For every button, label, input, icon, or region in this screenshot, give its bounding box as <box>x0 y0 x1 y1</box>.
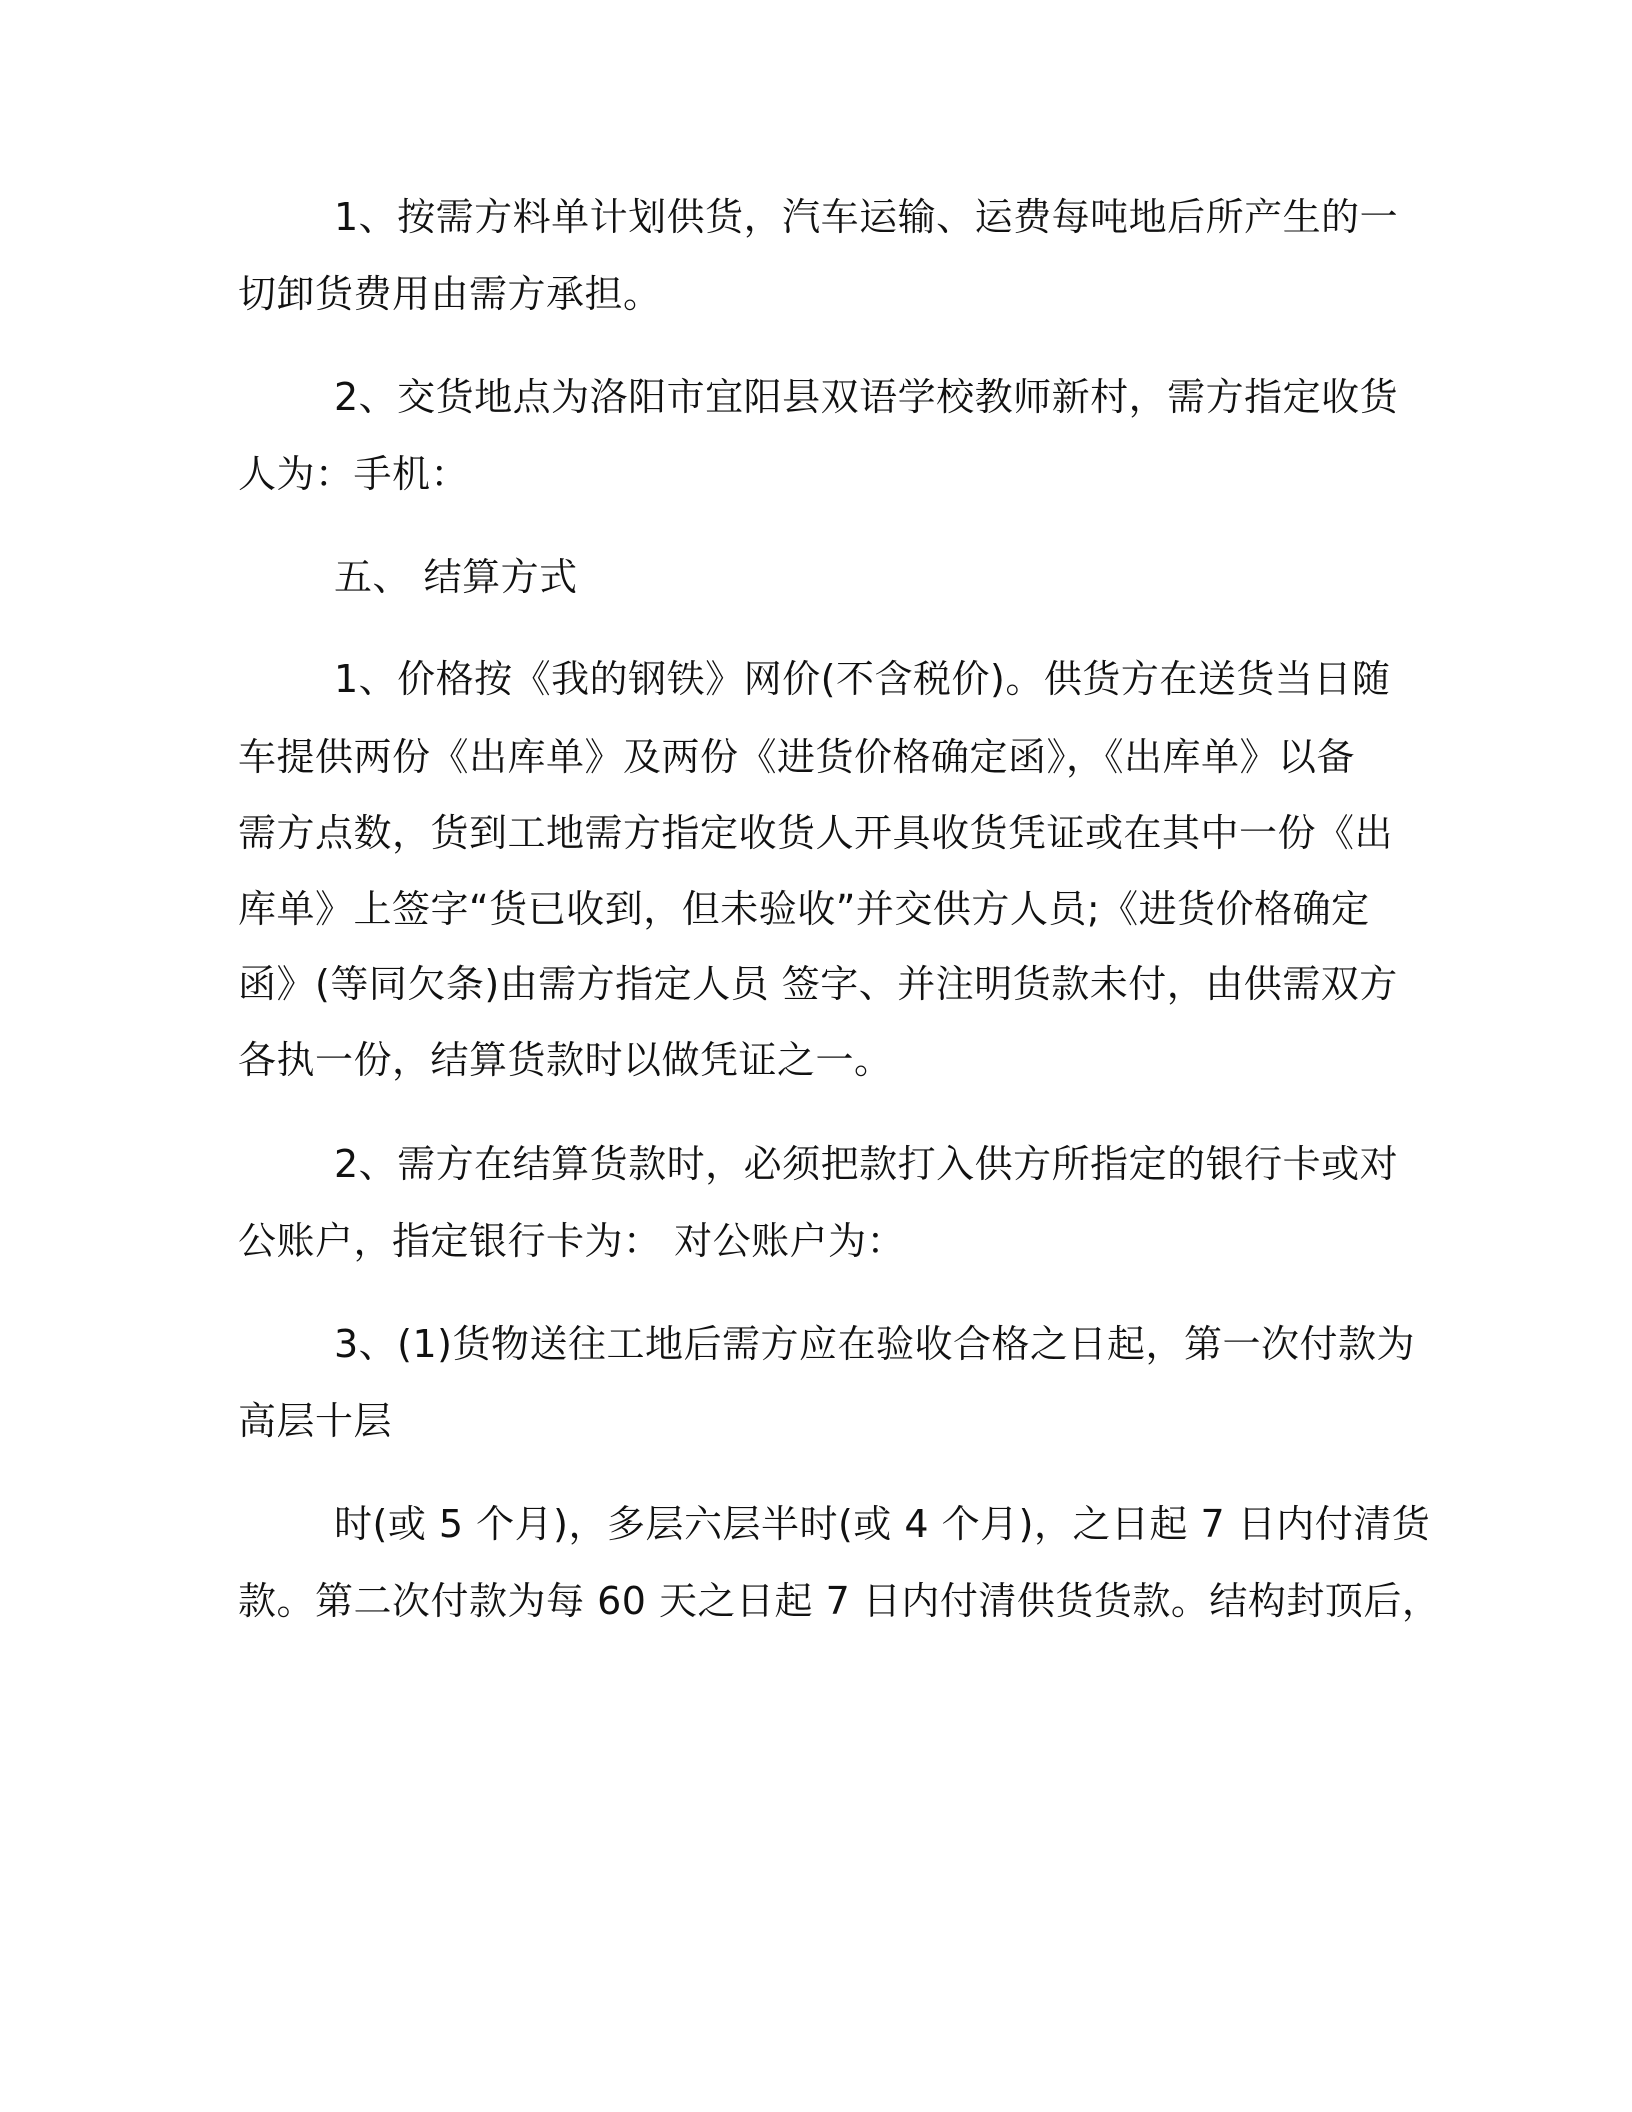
paragraph-4-line-2: 车提供两份《出库单》及两份《进货价格确定函》，《出库单》以备 <box>238 735 1356 779</box>
paragraph-5-line-1: 2、需方在结算货款时，必须把款打入供方所指定的银行卡或对 <box>334 1142 1399 1186</box>
paragraph-5-line-2: 公账户，指定银行卡为： 对公账户为： <box>238 1219 906 1263</box>
paragraph-2-line-2: 人为：手机： <box>238 452 470 496</box>
paragraph-4-line-5: 函》(等同欠条)由需方指定人员 签字、并注明货款未付，由供需双方 <box>238 962 1398 1006</box>
paragraph-4-line-1: 1、价格按《我的钢铁》网价(不含税价)。供货方在送货当日随 <box>334 657 1391 701</box>
paragraph-2-line-1: 2、交货地点为洛阳市宜阳县双语学校教师新村，需方指定收货 <box>334 375 1399 419</box>
paragraph-1-line-2: 切卸货费用由需方承担。 <box>238 272 662 316</box>
paragraph-4-line-3: 需方点数，货到工地需方指定收货人开具收货凭证或在其中一份《出 <box>238 811 1394 855</box>
paragraph-4-line-6: 各执一份，结算货款时以做凭证之一。 <box>238 1038 893 1082</box>
paragraph-6-line-2: 高层十层 <box>238 1399 393 1443</box>
paragraph-6-line-1: 3、(1)货物送往工地后需方应在验收合格之日起，第一次付款为 <box>334 1322 1416 1366</box>
section-heading-settlement: 五、 结算方式 <box>334 555 578 599</box>
paragraph-7-line-2: 款。第二次付款为每 60 天之日起 7 日内付清供货货款。结构封顶后， <box>238 1579 1441 1623</box>
paragraph-4-line-4: 库单》上签字“货已收到，但未验收”并交供方人员;《进货价格确定 <box>238 887 1370 931</box>
paragraph-1-line-1: 1、按需方料单计划供货，汽车运输、运费每吨地后所产生的一 <box>334 195 1399 239</box>
paragraph-7-line-1: 时(或 5 个月)，多层六层半时(或 4 个月)，之日起 7 日内付清货 <box>334 1502 1431 1546</box>
